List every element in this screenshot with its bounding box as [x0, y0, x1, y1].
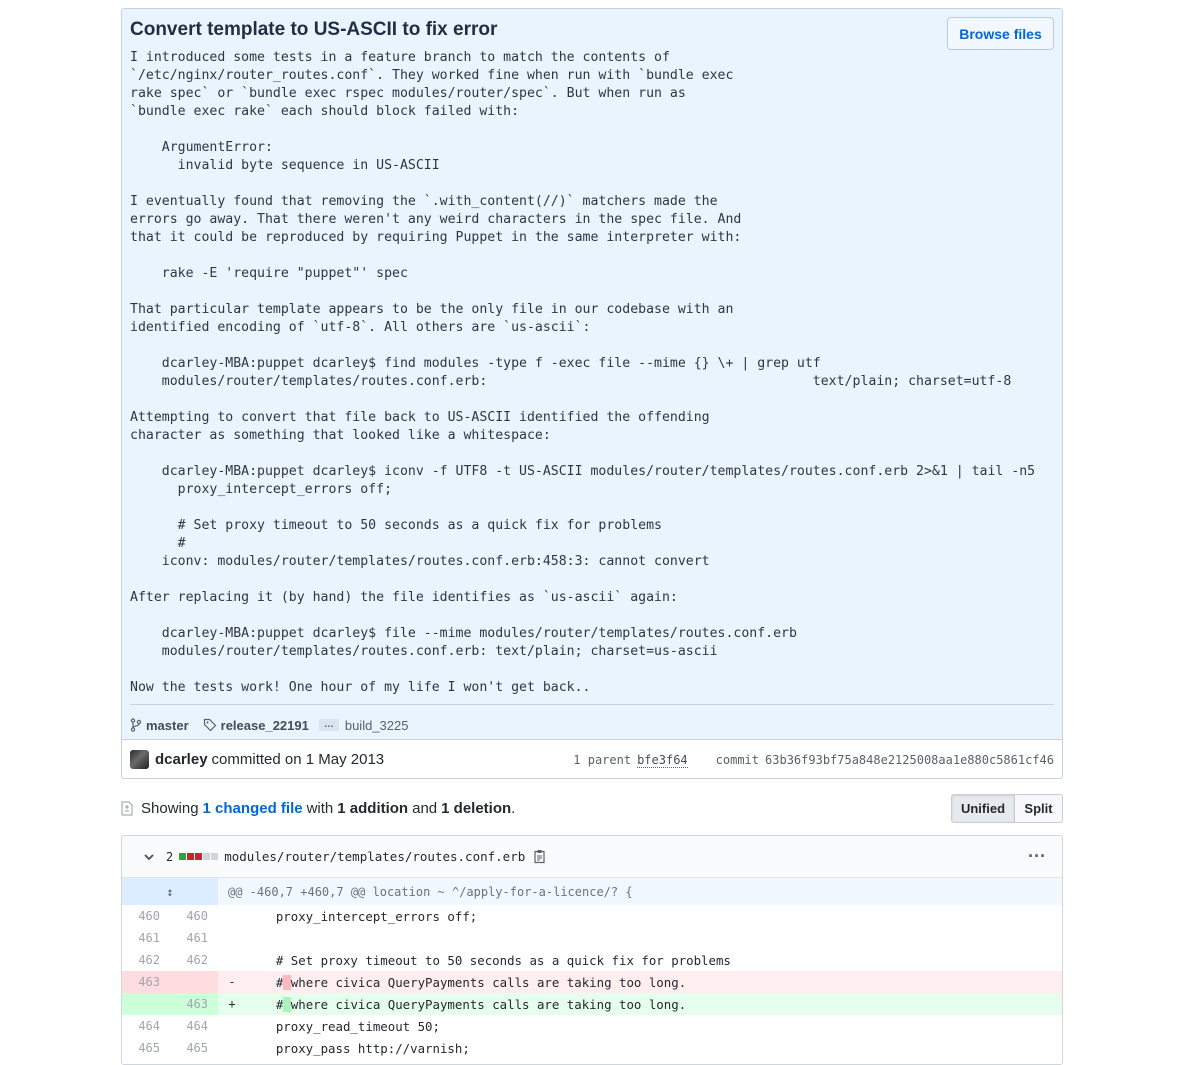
hunk-header: @@ -460,7 +460,7 @@ location ~ ^/apply-for-a-licence/? { [218, 878, 1062, 905]
diff-view-toggle [951, 794, 1063, 823]
diff-line-context [122, 949, 1062, 971]
split-view-button[interactable]: Split [1015, 795, 1062, 822]
diffstat-block-del [195, 853, 202, 860]
branch-icon [130, 718, 142, 732]
avatar[interactable] [130, 750, 149, 769]
diffstat-block-add [179, 853, 186, 860]
code-line [246, 971, 1062, 993]
code-line: proxy_intercept_errors off; [246, 908, 478, 924]
old-line-number[interactable]: 461 [138, 931, 160, 945]
commit-box [121, 8, 1063, 779]
deletions-count: 1 deletion [441, 799, 512, 817]
old-line-number[interactable]: 460 [138, 909, 160, 923]
new-line-number[interactable]: 464 [186, 1019, 208, 1033]
code-line [246, 993, 1062, 1015]
diff-marker [218, 1037, 246, 1059]
code-line: proxy_pass http://varnish; [246, 1040, 470, 1056]
expand-hunk-button[interactable] [122, 878, 218, 905]
file-path-link[interactable]: modules/router/templates/routes.conf.erb [224, 849, 526, 864]
diff-line-context [122, 1037, 1062, 1059]
file-diff [121, 835, 1063, 1065]
diff-marker: - [218, 971, 246, 993]
diff-summary [121, 797, 515, 819]
diff-line-del [122, 971, 1062, 993]
old-line-number[interactable]: 464 [138, 1019, 160, 1033]
changed-files-link[interactable]: 1 changed file [202, 799, 303, 817]
code-segment: where civica QueryPayments calls are taking too long. [290, 996, 687, 1012]
file-diff-icon [121, 801, 133, 816]
old-line-number[interactable] [122, 993, 170, 1015]
hunk-header-row [122, 878, 1062, 905]
unified-view-button[interactable]: Unified [952, 795, 1015, 822]
diffstat-block-del [187, 853, 194, 860]
showing-label: Showing [141, 799, 199, 817]
commit-label: commit [715, 753, 760, 767]
old-line-number[interactable]: 462 [138, 953, 160, 967]
code-segment: where civica QueryPayments calls are taking too long. [290, 974, 687, 990]
diff-marker [218, 1015, 246, 1037]
diffstat-count: 2 [166, 849, 174, 864]
browse-files-button[interactable]: Browse files [947, 17, 1054, 50]
tag-icon [203, 718, 217, 732]
commit-title: Convert template to US-ASCII to fix error [130, 19, 498, 40]
file-header [122, 836, 1062, 878]
tag-link[interactable]: release_22191 [220, 717, 309, 733]
commit-sha: 63b36f93bf75a848e2125008aa1e880c5861cf46 [765, 753, 1054, 767]
old-line-number[interactable]: 463 [122, 971, 170, 993]
commit-summary-panel [122, 9, 1062, 740]
author-link[interactable]: dcarley [155, 750, 208, 768]
diff-line-context [122, 927, 1062, 949]
commit-sha-area [573, 753, 1054, 768]
diffstat-block-neutral [203, 853, 210, 860]
changed-char-highlight [283, 997, 290, 1012]
with-label: with [306, 799, 334, 817]
new-line-number[interactable]: 463 [170, 993, 218, 1015]
diff-line-context [122, 905, 1062, 927]
code-line [246, 927, 1062, 949]
chevron-down-icon[interactable] [142, 850, 156, 864]
period: . [511, 799, 516, 817]
diff-table [122, 878, 1062, 1059]
new-line-number[interactable] [170, 971, 218, 993]
diff-marker [218, 949, 246, 971]
old-line-number[interactable]: 465 [138, 1041, 160, 1055]
diffstat-blocks [179, 853, 218, 860]
branch-link[interactable]: master [146, 717, 189, 733]
diff-marker [218, 905, 246, 927]
diff-marker: + [218, 993, 246, 1015]
new-line-number[interactable]: 462 [186, 953, 208, 967]
changed-char-highlight [283, 975, 290, 990]
additions-count: 1 addition [337, 799, 409, 817]
code-segment: # [246, 996, 284, 1012]
parent-sha-link[interactable]: bfe3f64 [637, 753, 688, 767]
code-line: # Set proxy timeout to 50 seconds as a quick fix for problems [246, 952, 731, 968]
parent-label: 1 parent [573, 753, 632, 767]
diff-line-add [122, 993, 1062, 1015]
commit-date: committed on 1 May 2013 [211, 750, 385, 768]
file-actions-menu[interactable]: ··· [1028, 846, 1046, 866]
build-tag-link[interactable]: build_3225 [344, 717, 409, 733]
diffstat-block-neutral [211, 853, 218, 860]
commit-description: I introduced some tests in a feature branch to match the contents of `/etc/nginx/router_routes.conf`. They worked fine when run with `bundle exec rake spec` or `bundle exec rspec modules/router/spec`. But when run as `bundle exec rake` each should block failed with: ArgumentError: invalid byte sequence in US-ASCII I eventually found that removing the `.with_content(//)` matchers made the errors go away. That there weren't any weird characters in the spec file. And that it could be reproduced by requiring Puppet in the same interpreter with: rake -E 'require "puppet"' spec That particular template appears to be the only file in our codebase with an identified encoding of `utf-8`. All others are `us-ascii`: dcarley-MBA:puppet dcarley$ find modules -type f -exec file --mime {} \+ | grep utf modules/router/templates/routes.conf.erb: text/plain; charset=utf-8 Attempting to convert that file back to US-ASCII identified the offending character as something that looked like a whitespace: dcarley-MBA:puppet dcarley$ iconv -f UTF8 -t US-ASCII modules/router/templates/routes.conf.erb 2>&1 | tail -n5 proxy_intercept_errors off; # Set proxy timeout to 50 seconds as a quick fix for problems # iconv: modules/router/templates/routes.conf.erb:458:3: cannot convert After replacing it (by hand) the file identifies as `us-ascii` again: dcarley-MBA:puppet dcarley$ file --mime modules/router/templates/routes.conf.erb modules/router/templates/routes.conf.erb: text/plain; charset=us-ascii Now the tests work! One hour of my life I won't get back.. [130, 50, 1036, 695]
code-segment: # [246, 974, 284, 990]
code-line: proxy_read_timeout 50; [246, 1018, 440, 1034]
diff-marker [218, 927, 246, 949]
branch-tag-row [130, 715, 408, 735]
clipboard-icon[interactable] [533, 849, 547, 864]
new-line-number[interactable]: 465 [186, 1041, 208, 1055]
diff-line-context [122, 1015, 1062, 1037]
author-row [130, 749, 384, 769]
new-line-number[interactable]: 460 [186, 909, 208, 923]
new-line-number[interactable]: 461 [186, 931, 208, 945]
unfold-icon[interactable]: ↕ [166, 884, 174, 899]
and-label: and [412, 799, 438, 817]
expand-tags-button[interactable]: … [319, 719, 339, 731]
divider [130, 704, 1054, 705]
